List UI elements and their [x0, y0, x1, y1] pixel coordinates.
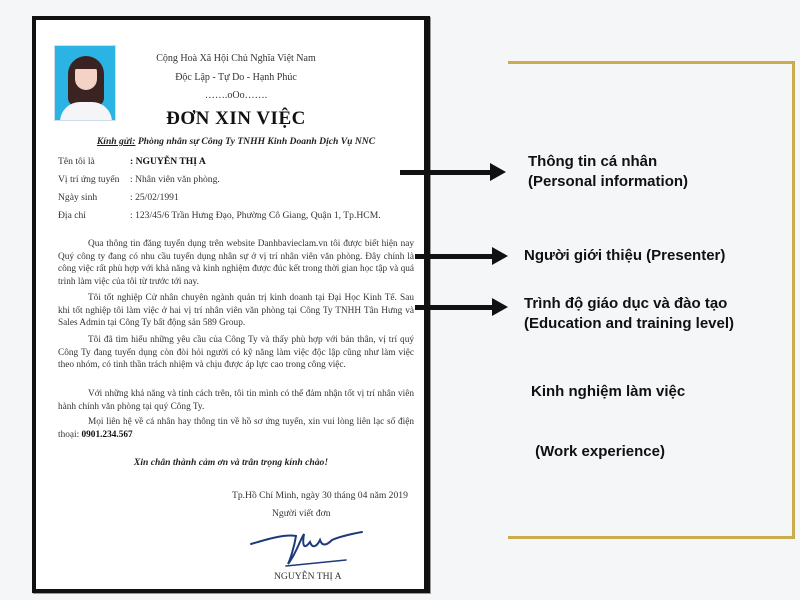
addressee-line	[56, 136, 416, 147]
arrow-education-icon	[415, 305, 494, 310]
header-ornament: …….oOo…….	[204, 90, 268, 101]
signer-label: Người viết đơn	[272, 508, 331, 519]
national-header-line1: Cộng Hoà Xã Hội Chủ Nghĩa Việt Nam	[156, 53, 316, 64]
paragraph-presenter: Qua thông tin đăng tuyển dụng trên website Danhbavieclam.vn tôi được biết hiện nay Quý công ty đang có nhu cầu tuyển dụng nhân sự ở vị trí nhân viên văn phòng. Đây chính là công việc rất phù hợp với khả năng và kinh nghiệm được đúc kết trong thời gian học tập và quá trình làm việc của tôi từ trước tới nay.	[58, 239, 414, 287]
annotation-work-experience: Kinh nghiệm làm việc (Work experience)	[531, 383, 686, 460]
signer-name: NGUYỄN THỊ A	[274, 571, 342, 582]
applicant-photo	[54, 45, 116, 121]
contact-phone: 0901.234.567	[81, 429, 133, 440]
info-row-birthdate: Ngày sinh : 25/02/1991	[58, 192, 179, 203]
paragraph-experience: Tôi đã tìm hiểu những yêu cầu của Công Ty và thấy phù hợp với bản thân, vị trí quý Công Ty đang tuyển dụng còn đòi hỏi người có kỹ năng làm việc độc lập cũng như làm việc theo nhóm, có tinh thần trách nhiệm và chịu được áp lực cao trong công việc.	[58, 335, 414, 370]
annotation-personal-info: Thông tin cá nhân (Personal information)	[528, 153, 689, 190]
paragraph-capability: Với những khả năng và tính cách trên, tôi tin mình có thể đảm nhận tốt vị trí nhân viên hành chính văn phòng tại quý Công Ty.	[58, 389, 414, 412]
addressee-recipient: Phòng nhân sự Công Ty TNHH Kinh Doanh Dịch Vụ NNC	[135, 136, 376, 147]
paragraph-education: Tôi tốt nghiệp Cử nhân chuyên ngành quản trị kinh doanh tại Đại Học Kinh Tế. Sau khi tốt nghiệp tôi làm việc ở hai vị trí nhân viên văn phòng tại Công Ty TNHH Tân Hưng và Sales Admin tại Công Ty bất động sản 589 Group.	[58, 293, 414, 328]
signature-icon	[246, 520, 366, 570]
info-row-address: Địa chỉ : 123/45/6 Trần Hưng Đạo, Phường Cô Giang, Quận 1, Tp.HCM.	[58, 210, 381, 221]
info-row-position: Vị trí ứng tuyển : Nhân viên văn phòng.	[58, 174, 220, 185]
arrow-personal-info-icon	[400, 170, 492, 175]
national-header-line2: Độc Lập - Tự Do - Hạnh Phúc	[175, 72, 297, 83]
annotation-presenter: Người giới thiệu (Presenter)	[524, 247, 726, 264]
document-title: ĐƠN XIN VIỆC	[166, 108, 306, 129]
job-application-document	[32, 16, 430, 593]
addressee-prefix: Kính gửi:	[96, 136, 136, 147]
closing-line: Xin chân thành cảm ơn và trân trọng kính chào!	[133, 457, 329, 468]
paragraph-contact: Mọi liên hệ về cá nhân hay thông tin về hồ sơ ứng tuyển, xin vui lòng liên lạc số điện thoại: 0901.234.567	[58, 417, 414, 440]
arrow-presenter-icon	[415, 254, 494, 259]
info-row-name: Tên tôi là : NGUYỄN THỊ A	[58, 156, 206, 167]
annotation-education: Trình độ giáo dục và đào tạo (Education and training level)	[524, 295, 735, 332]
date-line: Tp.Hồ Chí Minh, ngày 30 tháng 04 năm 2019	[232, 490, 408, 501]
